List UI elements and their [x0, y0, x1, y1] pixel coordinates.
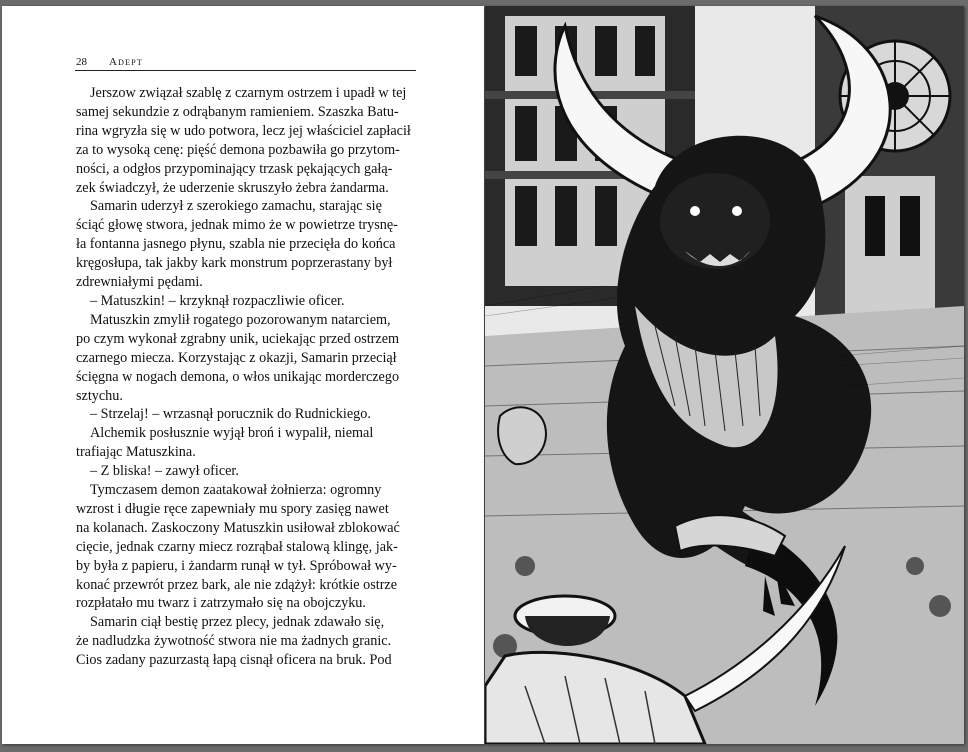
text-line: by była z papieru, i żandarm runął w tył. Spróbował wy-	[76, 557, 397, 574]
left-page	[2, 6, 484, 744]
text-line: zdrewniałymi pędami.	[76, 274, 203, 291]
text-line: kręgosłupa, tak jakby kark monstrum poprzerastany był	[76, 255, 393, 272]
text-line: rozpłatało mu twarz i zatrzymało się na obojczyku.	[76, 595, 366, 612]
text-line: Matuszkin zmylił rogatego pozorowanym natarciem,	[90, 311, 391, 328]
text-line: Samarin uderzył z szerokiego zamachu, starając się	[90, 198, 382, 215]
text-line: trafiając Matuszkina.	[76, 444, 196, 461]
text-line: zek świadczył, że uderzenie skruszyło żebra żandarma.	[76, 179, 389, 196]
text-line: po czym wykonał zgrabny unik, uciekając przed ostrzem	[76, 330, 400, 347]
right-page	[485, 6, 964, 744]
running-title: Adept	[109, 56, 143, 68]
text-line: – Z bliska! – zawył oficer.	[90, 463, 239, 480]
text-line: Tymczasem demon zaatakował żołnierza: ogromny	[90, 482, 382, 499]
text-line: samej sekundzie z odrąbanym ramieniem. Szaszka Batu-	[76, 103, 399, 120]
text-line: konać przewrót przez bark, ale nie zdążył: krótkie ostrze	[76, 576, 398, 593]
text-line: ła fontanna jasnego płynu, szabla nie przecięła do końca	[76, 236, 396, 253]
text-line: Alchemik posłusznie wyjął broń i wypalił, niemal	[90, 425, 374, 442]
running-head	[75, 54, 416, 71]
text-line: – Strzelaj! – wrzasnął porucznik do Rudnickiego.	[90, 406, 371, 423]
text-line: czarnego miecza. Korzystając z okazji, Samarin przeciął	[76, 349, 397, 366]
text-line: że nadludzka żywotność stwora nie ma żadnych granic.	[76, 633, 392, 650]
text-line: ścięgna w nogach demona, o włos unikając morderczego	[76, 368, 400, 385]
text-line: – Matuszkin! – krzyknął rozpaczliwie oficer.	[90, 292, 345, 309]
text-line: rina wgryzła się w udo potwora, lecz jej właściciel zapłacił	[76, 122, 411, 139]
text-line: sztychu.	[76, 387, 123, 404]
text-line: na kolanach. Zaskoczony Matuszkin usiłował zblokować	[76, 519, 400, 536]
text-line: wzrost i długie ręce zapewniały mu spory zasięg nawet	[76, 500, 389, 517]
text-line: Cios zadany pazurzastą łapą cisnął oficera na bruk. Pod	[76, 652, 392, 669]
page-number: 28	[76, 56, 87, 68]
text-line: cięcie, jednak czarny miecz rozrąbał stalową klingę, jak-	[76, 538, 398, 555]
text-line: za to wysoką cenę: pięść demona pozbawiła go przytom-	[76, 141, 400, 158]
text-line: Jerszow związał szablę z czarnym ostrzem i upadł w tej	[90, 85, 407, 101]
text-line: ności, a odgłos przypominający trzask pękających gałą-	[76, 160, 393, 177]
body-text	[76, 84, 418, 670]
text-line: ściąć głowę stwora, jednak mimo że w powietrze trysnę-	[76, 217, 398, 234]
demon-illustration	[485, 6, 964, 744]
text-line: Samarin ciął bestię przez plecy, jednak zdawało się,	[90, 614, 385, 631]
